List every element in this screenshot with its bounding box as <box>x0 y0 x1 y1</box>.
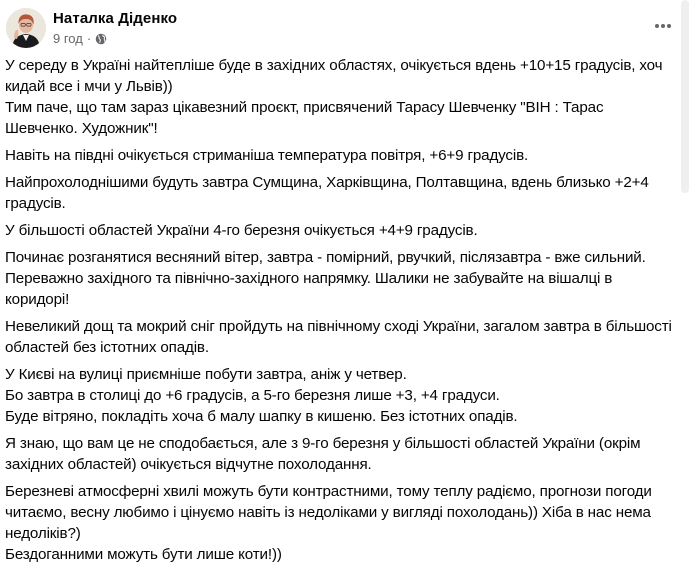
post-paragraph <box>5 247 675 310</box>
text-line: західних областей) очікується відчутне похолодання. <box>5 456 372 473</box>
text-line: градусів. <box>5 195 66 212</box>
text-line: Переважно західного та північно-західного напрямку. Шалики не забувайте на вішалці в <box>5 270 613 287</box>
more-horizontal-icon-dot <box>667 24 671 28</box>
post-body <box>5 55 675 571</box>
avatar[interactable] <box>6 8 46 48</box>
post-paragraph <box>5 172 675 214</box>
text-line: Шевченко. Художник"! <box>5 120 158 137</box>
globe-icon[interactable] <box>95 33 107 45</box>
text-line: Навіть на півдні очікується стриманіша температура повітря, +6+9 градусів. <box>5 147 529 164</box>
post-header <box>0 0 680 52</box>
post-paragraph <box>5 316 675 358</box>
more-horizontal-icon-dot <box>655 24 659 28</box>
text-line: областей без істотних опадів. <box>5 339 209 356</box>
text-line: Буде вітряно, покладіть хоча б малу шапку в кишеню. Без істотних опадів. <box>5 408 518 425</box>
text-line: Я знаю, що вам це не сподобається, але з 9-го березня у більшості областей України (окрім <box>5 435 641 452</box>
text-line: Тим паче, що там зараз цікавезний проєкт, присвячений Тарасу Шевченку "ВІН : Тарас <box>5 99 604 116</box>
text-line: Бездоганними можуть бути лише коти!)) <box>5 546 282 563</box>
post-meta <box>53 31 107 46</box>
text-line: У середу в Україні найтепліше буде в західних областях, очікується вдень +10+15 градусів, хоч <box>5 57 663 74</box>
more-options-button[interactable] <box>648 14 678 38</box>
author-name[interactable]: Наталка Діденко <box>53 10 178 27</box>
text-line: коридорі! <box>5 291 70 308</box>
text-line: недоліків?) <box>5 525 81 542</box>
text-line: Невеликий дощ та мокрий сніг пройдуть на північному сході України, загалом завтра в більшості <box>5 318 672 335</box>
text-line: Бо завтра в столиці до +6 градусів, а 5-го березня лише +3, +4 градуси. <box>5 387 500 404</box>
text-line: Березневі атмосферні хвилі можуть бути контрастними, тому теплу радіємо, прогнози погоди <box>5 483 652 500</box>
post-paragraph <box>5 145 675 166</box>
post-paragraph <box>5 364 675 427</box>
text-line: У більшості областей України 4-го березня очікується +4+9 градусів. <box>5 222 478 239</box>
post-paragraph <box>5 481 675 565</box>
post-paragraph <box>5 433 675 475</box>
post-timestamp[interactable]: 9 год <box>53 31 83 46</box>
scrollbar-thumb[interactable] <box>681 0 689 193</box>
text-line: Починає розганятися весняний вітер, завтра - помірний, рвучкий, післязавтра - вже сильний. <box>5 249 646 266</box>
post-paragraph <box>5 55 675 139</box>
text-line: У Києві на вулиці приємніше побути завтра, аніж у четвер. <box>5 366 407 383</box>
text-line: Найпрохолоднішими будуть завтра Сумщина, Харківщина, Полтавщина, вдень близько +2+4 <box>5 174 649 191</box>
post-paragraph <box>5 220 675 241</box>
text-line: кидай все і мчи у Львів)) <box>5 78 173 95</box>
meta-separator: · <box>86 31 92 46</box>
more-horizontal-icon-dot <box>661 24 665 28</box>
avatar-photo <box>6 8 46 48</box>
text-line: читаємо, весну любимо і цінуємо навіть із недоліками у вигляді похолодань)) Хіба в нас нема <box>5 504 651 521</box>
